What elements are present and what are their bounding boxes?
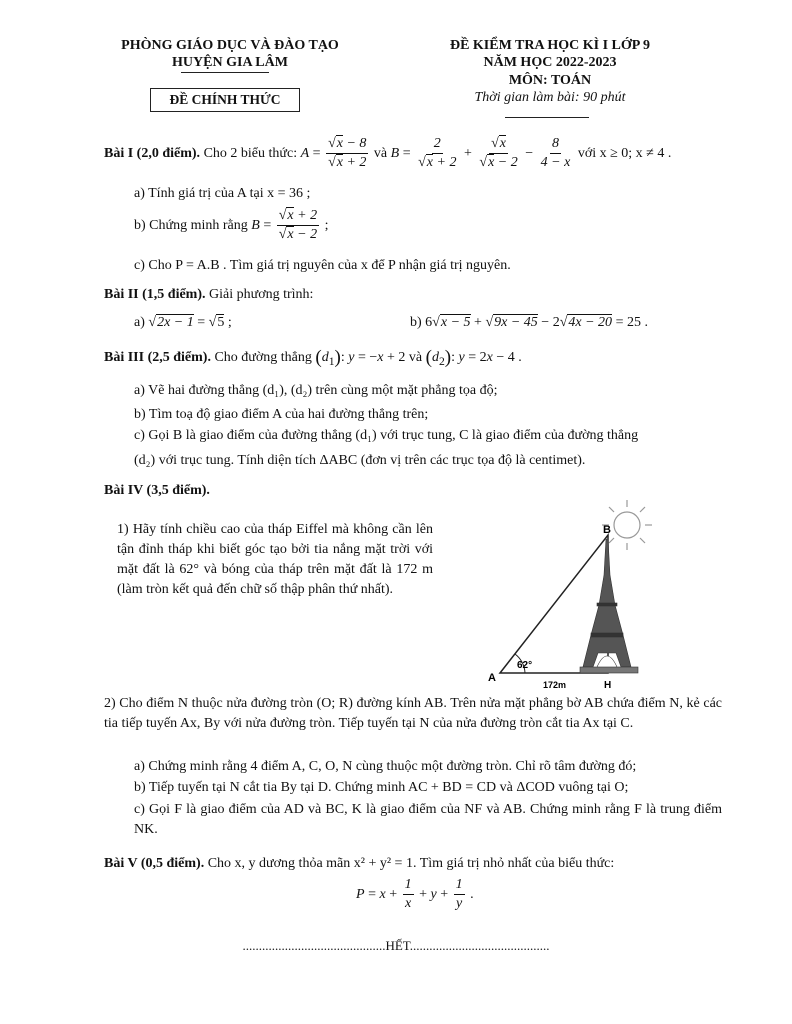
label-base: 172m [543, 680, 567, 690]
district-underline [181, 72, 269, 73]
exam-title: ĐỀ KIỂM TRA HỌC KÌ I LỚP 9 [449, 38, 651, 53]
district-name: HUYỆN GIA LÂM [172, 55, 288, 70]
bai2-statement: Bài II (1,5 điểm). Giải phương trình: [104, 287, 314, 302]
label-angle: 62° [517, 660, 533, 671]
eiffel-figure [485, 495, 665, 695]
bai4-part-1: 1) Hãy tính chiều cao của tháp Eiffel mà không cần lên tận đỉnh tháp khi biết góc tạo bởi tia nắng mặt trời với mặt đất là 62° và bóng của tháp trên mặt đất là 172 m (làm tròn kết quả đến chữ số thập phân thứ nhất). [117, 522, 433, 597]
subject: MÔN: TOÁN [508, 73, 592, 88]
bai1-part-a: a) Tính giá trị của A tại x = 36 ; [134, 186, 311, 201]
bai4-part-2b: b) Tiếp tuyến tại N cắt tia By tại D. Chứng minh AC + BD = CD và ΔCOD vuông tại O; [134, 780, 629, 795]
label-b: B [603, 524, 611, 536]
label-a: A [488, 672, 496, 684]
official-stamp: ĐỀ CHÍNH THỨC [150, 88, 300, 112]
department-name: PHÒNG GIÁO DỤC VÀ ĐÀO TẠO [121, 38, 339, 53]
bai1-statement: Bài I (2,0 điểm). Cho 2 biểu thức: A = $\frac{√x - 8}{√x + 2}$ và B = $\frac{2}{√x + 2}$ + $\frac{√x}{√x - 2}$ − $\frac{8}{4 - x}$ với x ≥ 0; x ≠ 4 . [104, 136, 672, 171]
bai3-part-a: a) Vẽ hai đường thẳng (d₁), (d₂) trên cùng một mặt phẳng tọa độ; [134, 383, 498, 398]
bai4-title: Bài IV (3,5 điểm). [104, 483, 210, 498]
bai4-part-2c: c) Gọi F là giao điểm của AD và BC, K là giao điểm của NF và AB. Chứng minh rằng F là trung điểm NK. [134, 802, 722, 837]
time-underline [505, 117, 589, 118]
bai5-expression: P = x + $\frac{1}{x}$ + y + $\frac{1}{y}$ . [356, 877, 474, 912]
bai1-part-b: b) Chứng minh rằng B = $\frac{√x + 2}{√x - 2}$ ; [134, 208, 329, 243]
bai3-statement: Bài III (2,5 điểm). Cho đường thẳng $(d_1)$: y = −x + 2 và $(d_2)$: y = 2x − 4 . [104, 347, 522, 368]
bai1-part-c: c) Cho P = A.B . Tìm giá trị nguyên của x để P nhận giá trị nguyên. [134, 258, 511, 273]
bai4-part-2a: a) Chứng minh rằng 4 điểm A, C, O, N cùng thuộc một đường tròn. Chỉ rõ tâm đường đó; [134, 759, 637, 774]
bai4-part-2: 2) Cho điểm N thuộc nửa đường tròn (O; R) đường kính AB. Trên nửa mặt phẳng bờ AB chứa điểm N, kẻ các tia tiếp tuyến Ax, By với nửa đường tròn. Tiếp tuyến tại N của nửa đường tròn cắt tia Ax tại C. [104, 696, 722, 731]
time-allowed: Thời gian làm bài: 90 phút [474, 90, 626, 105]
bai2-part-b: b) 6√x − 5 + √9x − 45 − 2√4x − 20 = 25 . [410, 315, 648, 330]
bai3-part-c1: c) Gọi B là giao điểm của đường thẳng (d₁) với trục tung, C là giao điểm của đường thẳng [134, 428, 639, 443]
end-marker: ............................................HẾT........................................... [242, 938, 550, 953]
bai2-part-a: a) √2x − 1 = √5 ; [134, 315, 232, 330]
school-year: NĂM HỌC 2022-2023 [483, 55, 617, 70]
bai3-part-b: b) Tìm toạ độ giao điểm A của hai đường thẳng trên; [134, 407, 429, 422]
label-h: H [604, 680, 612, 691]
bai5-statement: Bài V (0,5 điểm). Cho x, y dương thỏa mãn x² + y² = 1. Tìm giá trị nhỏ nhất của biểu thức: [104, 856, 615, 871]
bai3-part-c2: (d₂) với trục tung. Tính diện tích ΔABC (đơn vị trên các trục tọa độ là centimet). [134, 453, 586, 468]
